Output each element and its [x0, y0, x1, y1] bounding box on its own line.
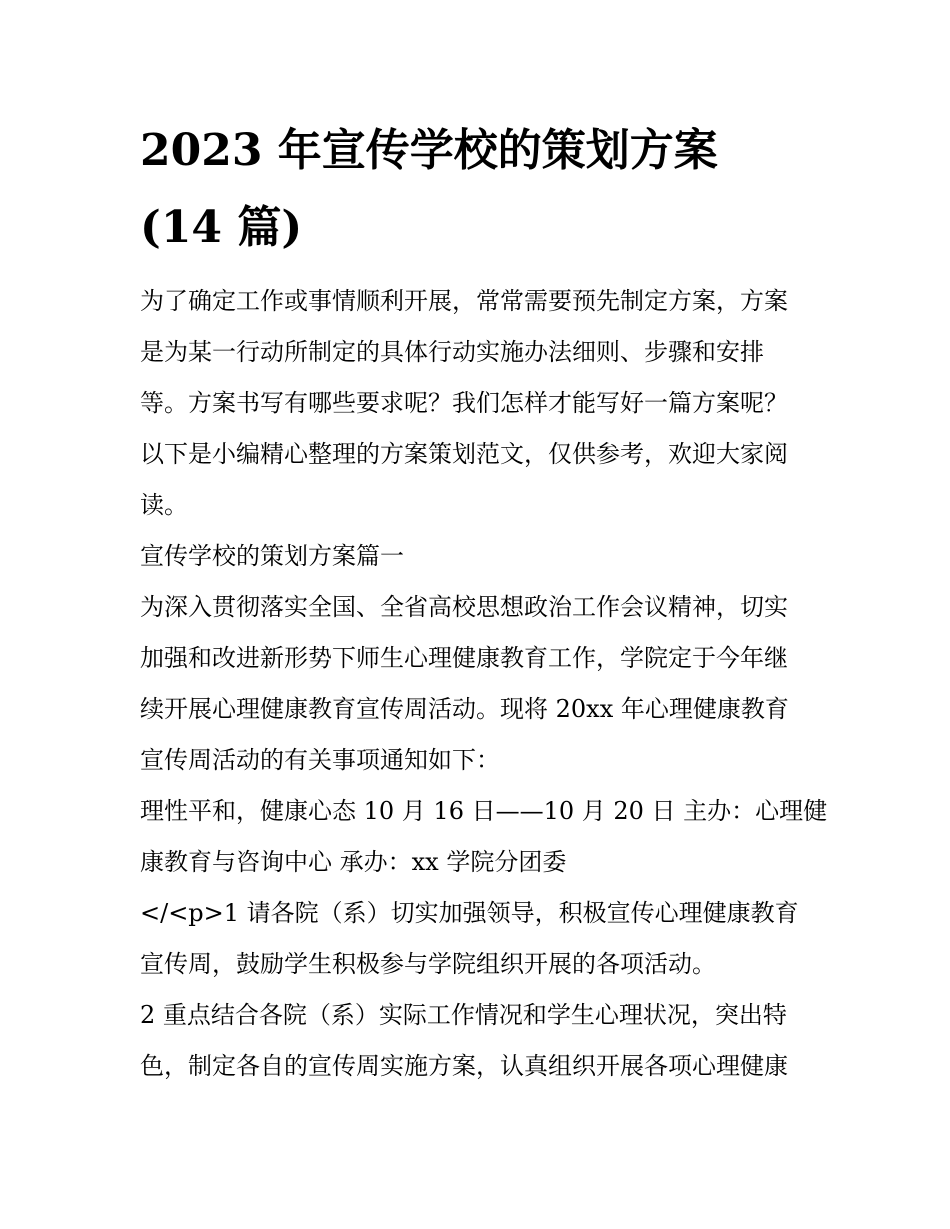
- title-line-1: 2023 年宣传学校的策划方案: [140, 125, 718, 176]
- title-line-2: (14 篇): [140, 202, 303, 253]
- body-line: 加强和改进新形势下师生心理健康教育工作，学院定于今年继: [140, 644, 788, 672]
- body-line: </<p>1 请各院（系）切实加强领导，积极宣传心理健康教育: [140, 899, 799, 927]
- body-line: 康教育与咨询中心 承办：xx 学院分团委: [140, 848, 567, 876]
- intro-line: 等。方案书写有哪些要求呢？我们怎样才能写好一篇方案呢？: [140, 389, 788, 417]
- intro-line: 读。: [140, 491, 188, 519]
- body-line: 2 重点结合各院（系）实际工作情况和学生心理状况，突出特: [140, 1001, 787, 1029]
- body-line: 宣传周，鼓励学生积极参与学院组织开展的各项活动。: [140, 950, 716, 978]
- intro-line: 为了确定工作或事情顺利开展，常常需要预先制定方案，方案: [140, 287, 788, 315]
- body-line: 理性平和，健康心态 10 月 16 日——10 月 20 日 主办：心理健: [140, 797, 828, 825]
- body-line: 续开展心理健康教育宣传周活动。现将 20xx 年心理健康教育: [140, 695, 789, 723]
- document-title: [140, 112, 820, 266]
- document-body: [140, 276, 828, 1092]
- intro-line: 以下是小编精心整理的方案策划范文，仅供参考，欢迎大家阅: [140, 440, 788, 468]
- body-line: 色，制定各自的宣传周实施方案，认真组织开展各项心理健康: [140, 1052, 788, 1080]
- section-heading: 宣传学校的策划方案篇一: [140, 542, 404, 570]
- body-line: 为深入贯彻落实全国、全省高校思想政治工作会议精神，切实: [140, 593, 788, 621]
- intro-line: 是为某一行动所制定的具体行动实施办法细则、步骤和安排: [140, 338, 764, 366]
- body-line: 宣传周活动的有关事项通知如下：: [140, 746, 500, 774]
